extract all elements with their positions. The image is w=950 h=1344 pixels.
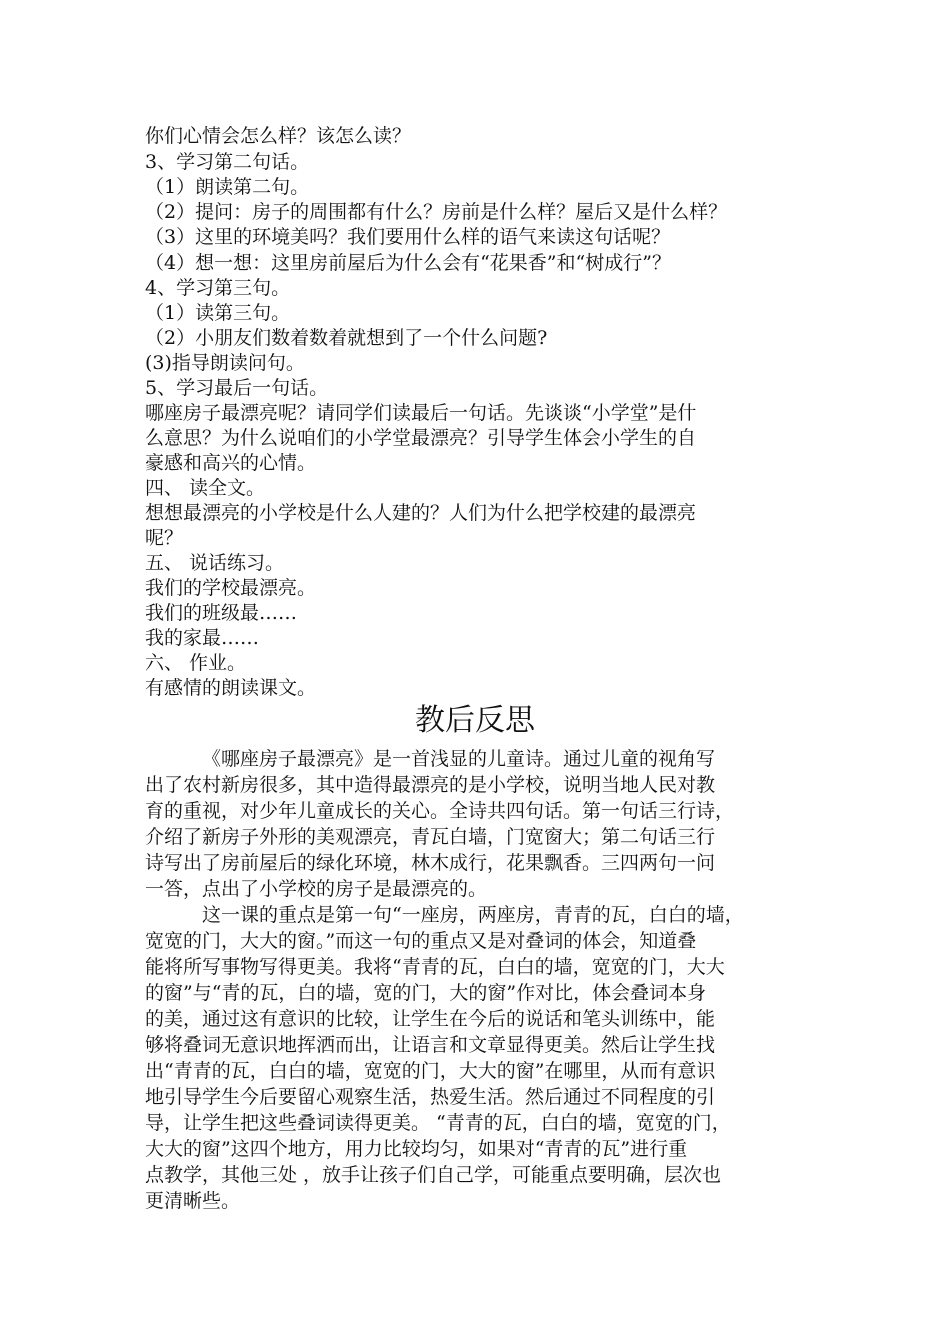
- paragraph-line: 出了农村新房很多，其中造得最漂亮的是小学校，说明当地人民对教: [145, 774, 716, 796]
- text-line: 我的家最……: [145, 627, 260, 649]
- reflection-title: 教后反思: [415, 703, 535, 738]
- text-line: 有感情的朗读课文。: [145, 677, 317, 699]
- paragraph-line: 宽宽的门，大大的窗。”而这一句的重点又是对叠词的体会，知道叠: [145, 930, 697, 952]
- text-line: 哪座房子最漂亮呢？请同学们读最后一句话。先谈谈“小学堂”是什: [145, 402, 697, 424]
- text-line: 么意思？为什么说咱们的小学堂最漂亮？引导学生体会小学生的自: [145, 427, 697, 449]
- paragraph-line: 育的重视，对少年儿童成长的关心。全诗共四句话。第一句话三行诗，: [145, 800, 735, 822]
- text-line: 3、学习第二句话。: [145, 151, 310, 173]
- paragraph-line: 《哪座房子最漂亮》是一首浅显的儿童诗。通过儿童的视角写: [202, 748, 716, 770]
- paragraph-line: 地引导学生今后要留心观察生活，热爱生活。然后通过不同程度的引: [145, 1086, 716, 1108]
- paragraph-line: 这一课的重点是第一句“一座房，两座房，青青的瓦，白白的墙，: [202, 904, 744, 926]
- paragraph-line: 介绍了新房子外形的美观漂亮，青瓦白墙，门宽窗大；第二句话三行: [145, 826, 716, 848]
- reflection-paragraph-2: [145, 902, 820, 1214]
- paragraph-line: 更清晰些。: [145, 1190, 241, 1212]
- paragraph-line: 的窗”与“青的瓦，白的墙，宽的门，大的窗”作对比，体会叠词本身: [145, 982, 707, 1004]
- reflection-paragraph-1: [145, 746, 820, 902]
- text-line: (3)指导朗读问句。: [145, 352, 305, 374]
- text-line: （2）小朋友们数着数着就想到了一个什么问题?: [145, 327, 548, 349]
- text-line: 5、学习最后一句话。: [145, 377, 329, 399]
- paragraph-line: 诗写出了房前屋后的绿化环境，林木成行，花果飘香。三四两句一问: [145, 852, 716, 874]
- paragraph-line: 的美，通过这有意识的比较，让学生在今后的说话和笔头训练中，能: [145, 1008, 716, 1030]
- section-heading: 六、 作业。: [145, 652, 247, 674]
- text-line: （4）想一想：这里房前屋后为什么会有“花果香”和“树成行”？: [145, 252, 671, 274]
- text-line: （1）读第三句。: [145, 302, 291, 324]
- text-line: 豪感和高兴的心情。: [145, 452, 317, 474]
- text-line: （2）提问：房子的周围都有什么？房前是什么样？屋后又是什么样？: [145, 201, 728, 223]
- paragraph-line: 够将叠词无意识地挥洒而出，让语言和文章显得更美。然后让学生找: [145, 1034, 716, 1056]
- text-line: 4、学习第三句。: [145, 277, 291, 299]
- paragraph-line: 一答，点出了小学校的房子是最漂亮的。: [145, 878, 488, 900]
- paragraph-line: 能将所写事物写得更美。我将“青青的瓦，白白的墙，宽宽的门，大大: [145, 956, 725, 978]
- paragraph-line: 出“青青的瓦，白白的墙，宽宽的门，大大的窗”在哪里，从而有意识: [145, 1060, 716, 1082]
- section-heading: 五、 说话练习。: [145, 552, 285, 574]
- text-line: （1）朗读第二句。: [145, 176, 310, 198]
- text-line: （3）这里的环境美吗？我们要用什么样的语气来读这句话呢？: [145, 226, 671, 248]
- text-line: 我们的学校最漂亮。: [145, 577, 317, 599]
- text-line: 我们的班级最……: [145, 602, 298, 624]
- text-line: 你们心情会怎么样？该怎么读？: [145, 125, 412, 147]
- paragraph-line: 导，让学生把这些叠词读得更美。 “青青的瓦，白白的墙，宽宽的门，: [145, 1112, 731, 1134]
- paragraph-line: 点教学，其他三处 ，放手让孩子们自己学，可能重点要明确，层次也: [145, 1164, 722, 1186]
- text-line: 想想最漂亮的小学校是什么人建的？人们为什么把学校建的最漂亮: [145, 502, 697, 524]
- paragraph-line: 大大的窗”这四个地方，用力比较均匀，如果对“青青的瓦”进行重: [145, 1138, 688, 1160]
- section-heading: 四、 读全文。: [145, 477, 266, 499]
- text-line: 呢？: [145, 527, 184, 549]
